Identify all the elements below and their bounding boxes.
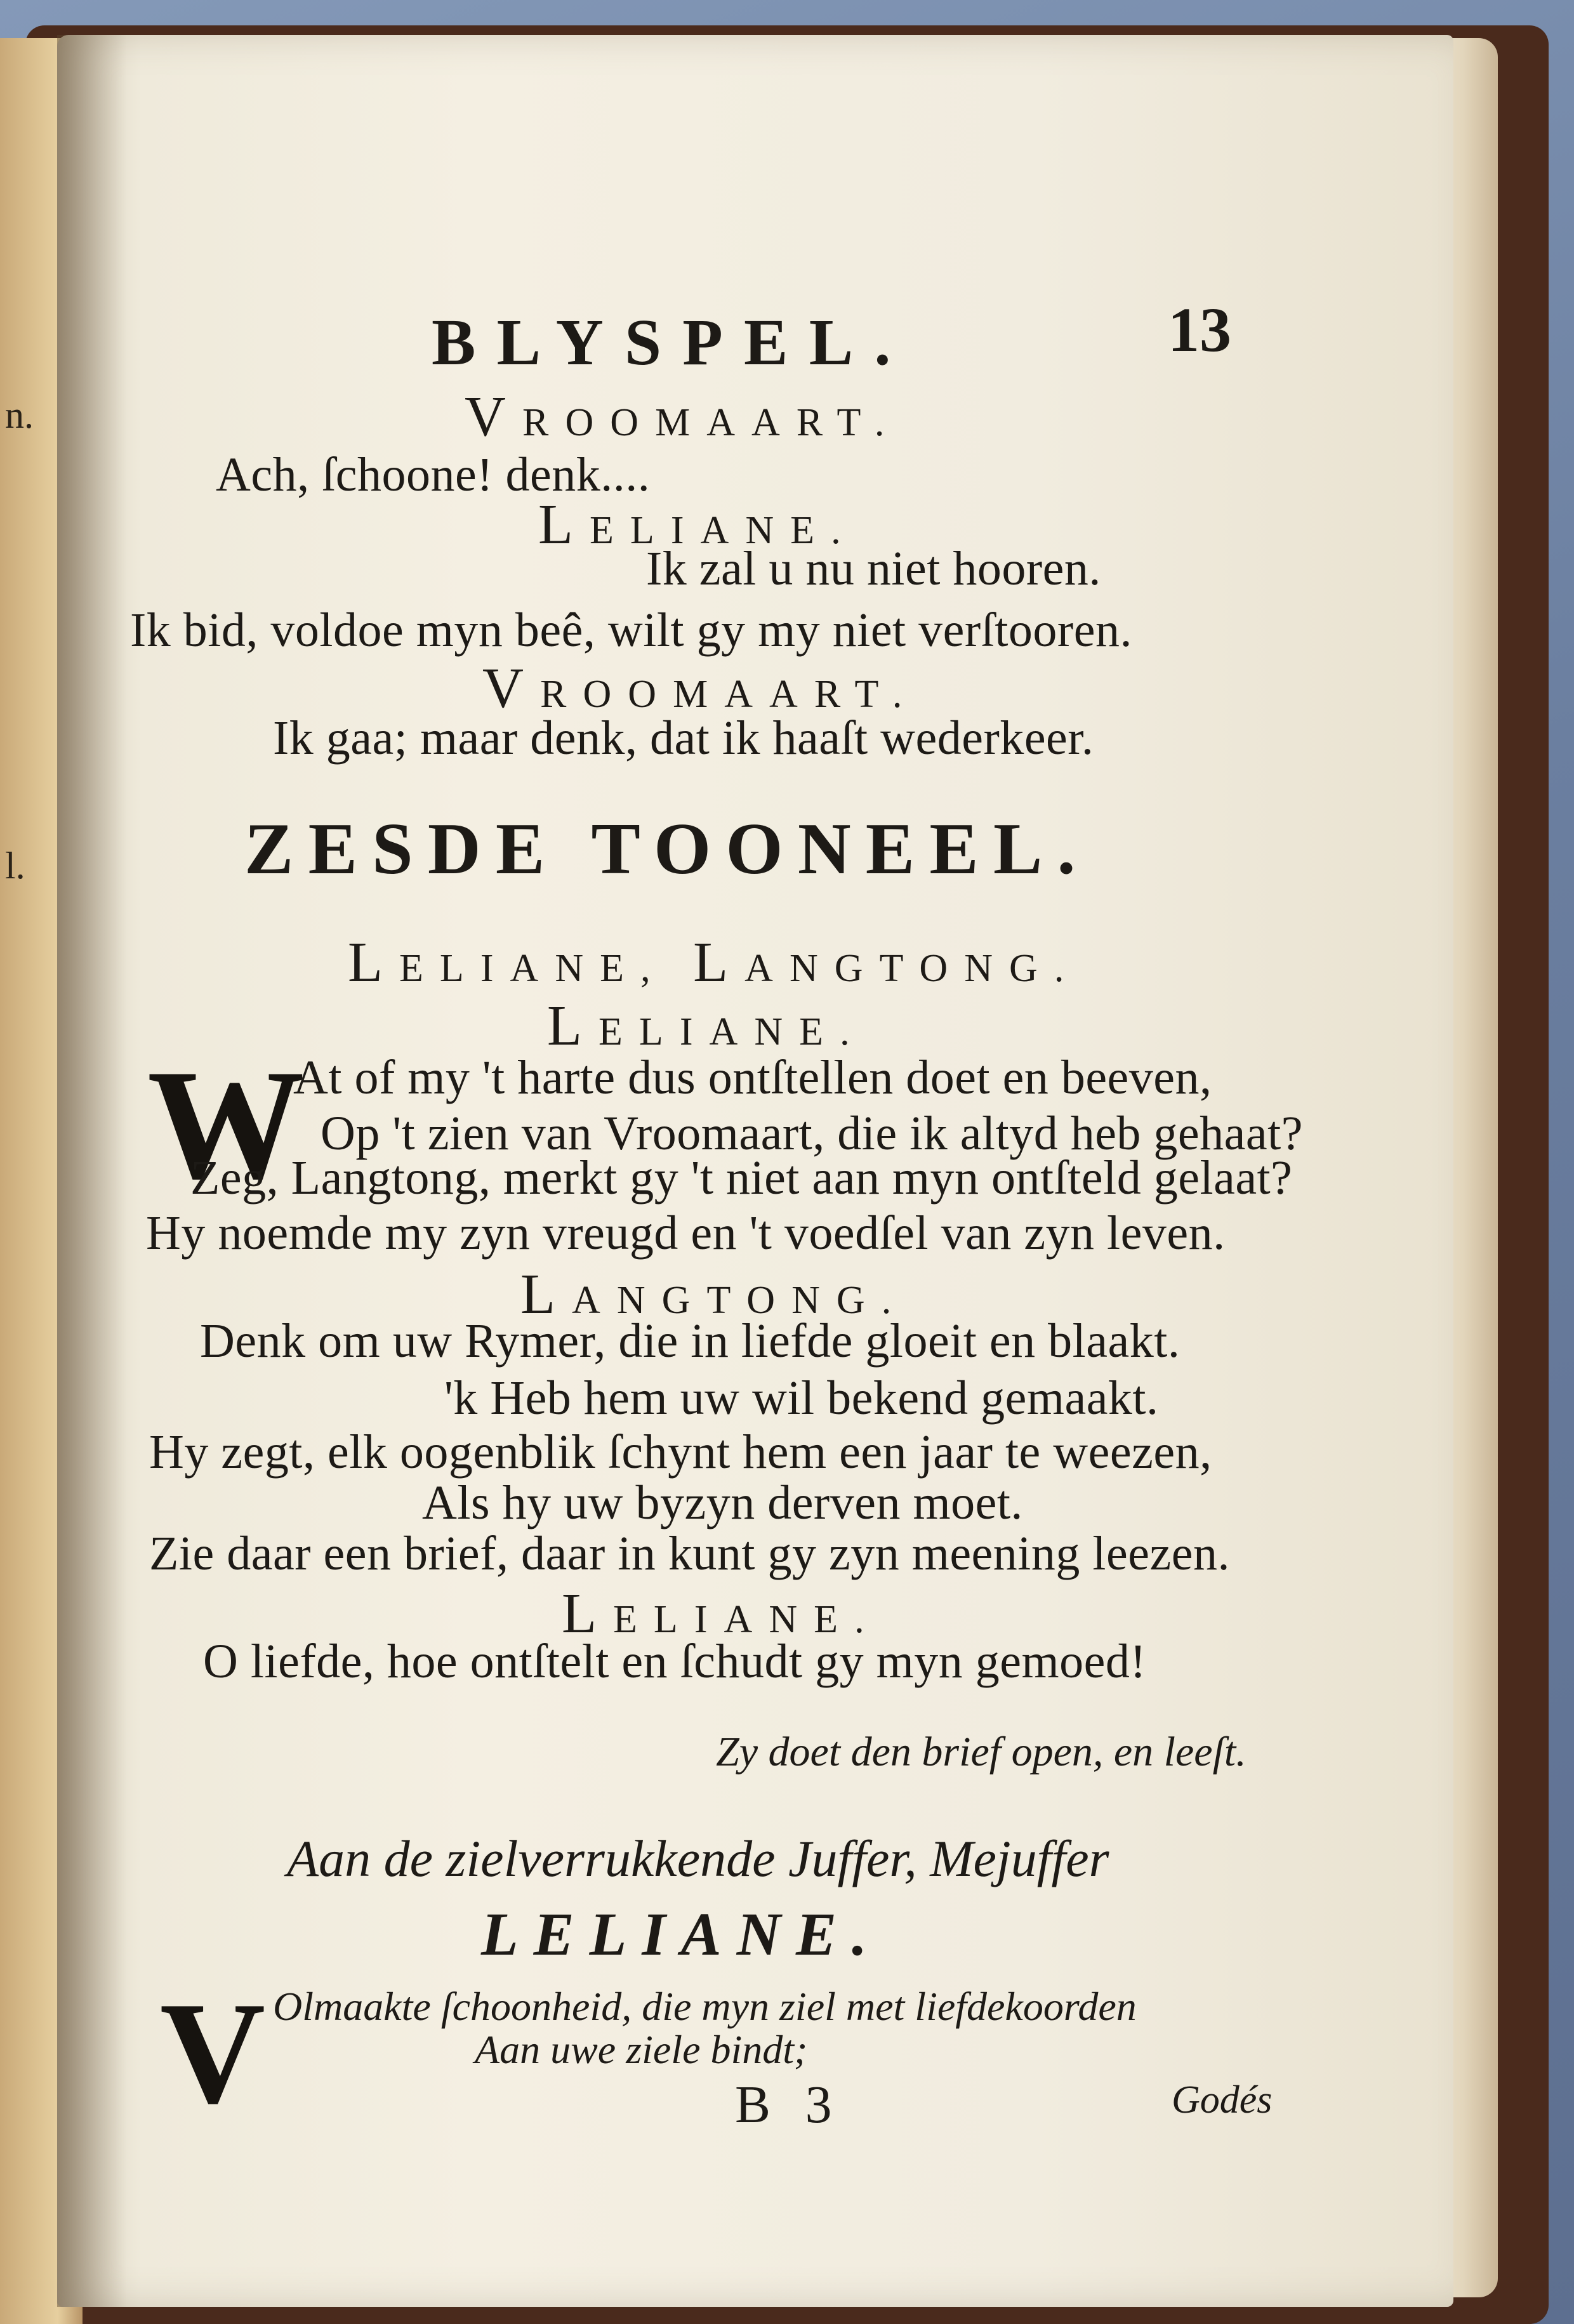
signature-mark: B 3 (735, 2075, 843, 2134)
verse-line: Ik zal u nu niet hooren. (646, 542, 1101, 595)
verse-line: Ach, ſchoone! denk.... (216, 448, 651, 501)
verse-line: At of my 't harte dus ontſtellen doet en beeven, (293, 1051, 1212, 1104)
letter-line: Aan uwe ziele bindt; (475, 2027, 808, 2072)
speaker-name: VROOMAART. (465, 385, 901, 448)
cast-list: LELIANE, LANGTONG. (348, 931, 1081, 994)
letter-addressee: LELIANE. (481, 1900, 883, 1968)
running-head: BLYSPEL. (432, 306, 912, 379)
verse-line: Ik bid, voldoe myn beê, wilt gy my niet verſtooren. (130, 604, 1132, 657)
verse-line: Ik gaa; maar denk, dat ik haaſt wederkeer. (273, 711, 1094, 765)
letter-line: Olmaakte ſchoonheid, die myn ziel met liefdekoorden (273, 1984, 1137, 2029)
verse-line: Als hy uw byzyn derven moet. (422, 1476, 1023, 1529)
verse-line: Hy noemde my zyn vreugd en 't voedſel van zyn leven. (146, 1206, 1226, 1260)
verse-line: Denk om uw Rymer, die in liefde gloeit en blaakt. (200, 1314, 1180, 1368)
drop-capital: W (147, 1037, 305, 1212)
verse-line: Op 't zien van Vroomaart, die ik altyd heb gehaat? (321, 1107, 1303, 1160)
page-number: 13 (1168, 294, 1231, 365)
speaker-name: VROOMAART. (482, 657, 919, 720)
verse-line: Zie daar een brief, daar in kunt gy zyn meening leezen. (149, 1527, 1230, 1580)
drop-capital: V (160, 1972, 266, 2134)
speaker-name: LELIANE. (562, 1582, 881, 1645)
left-page-fragment: n. (5, 394, 34, 436)
verse-line: Hy zegt, elk oogenblik ſchynt hem een jaar te weezen, (149, 1425, 1212, 1479)
catchword: Godés (1172, 2078, 1273, 2122)
gutter-shadow (57, 35, 127, 2307)
verse-line: Zeg, Langtong, merkt gy 't niet aan myn ontſteld gelaat? (190, 1151, 1293, 1205)
left-page-fragment: l. (5, 845, 25, 887)
speaker-name: LANGTONG. (520, 1263, 908, 1326)
scene-title: ZESDE TOONEEL. (244, 809, 1090, 890)
verse-line: 'k Heb hem uw wil bekend gemaakt. (444, 1371, 1159, 1425)
speaker-name: LELIANE. (538, 493, 857, 556)
speaker-name: LELIANE. (547, 994, 866, 1057)
stage-direction: Zy doet den brief open, en leeſt. (716, 1729, 1247, 1775)
verse-line: O liefde, hoe ontſtelt en ſchudt gy myn gemoed! (203, 1635, 1147, 1688)
letter-heading: Aan de zielverrukkende Juffer, Mejuffer (287, 1830, 1109, 1887)
